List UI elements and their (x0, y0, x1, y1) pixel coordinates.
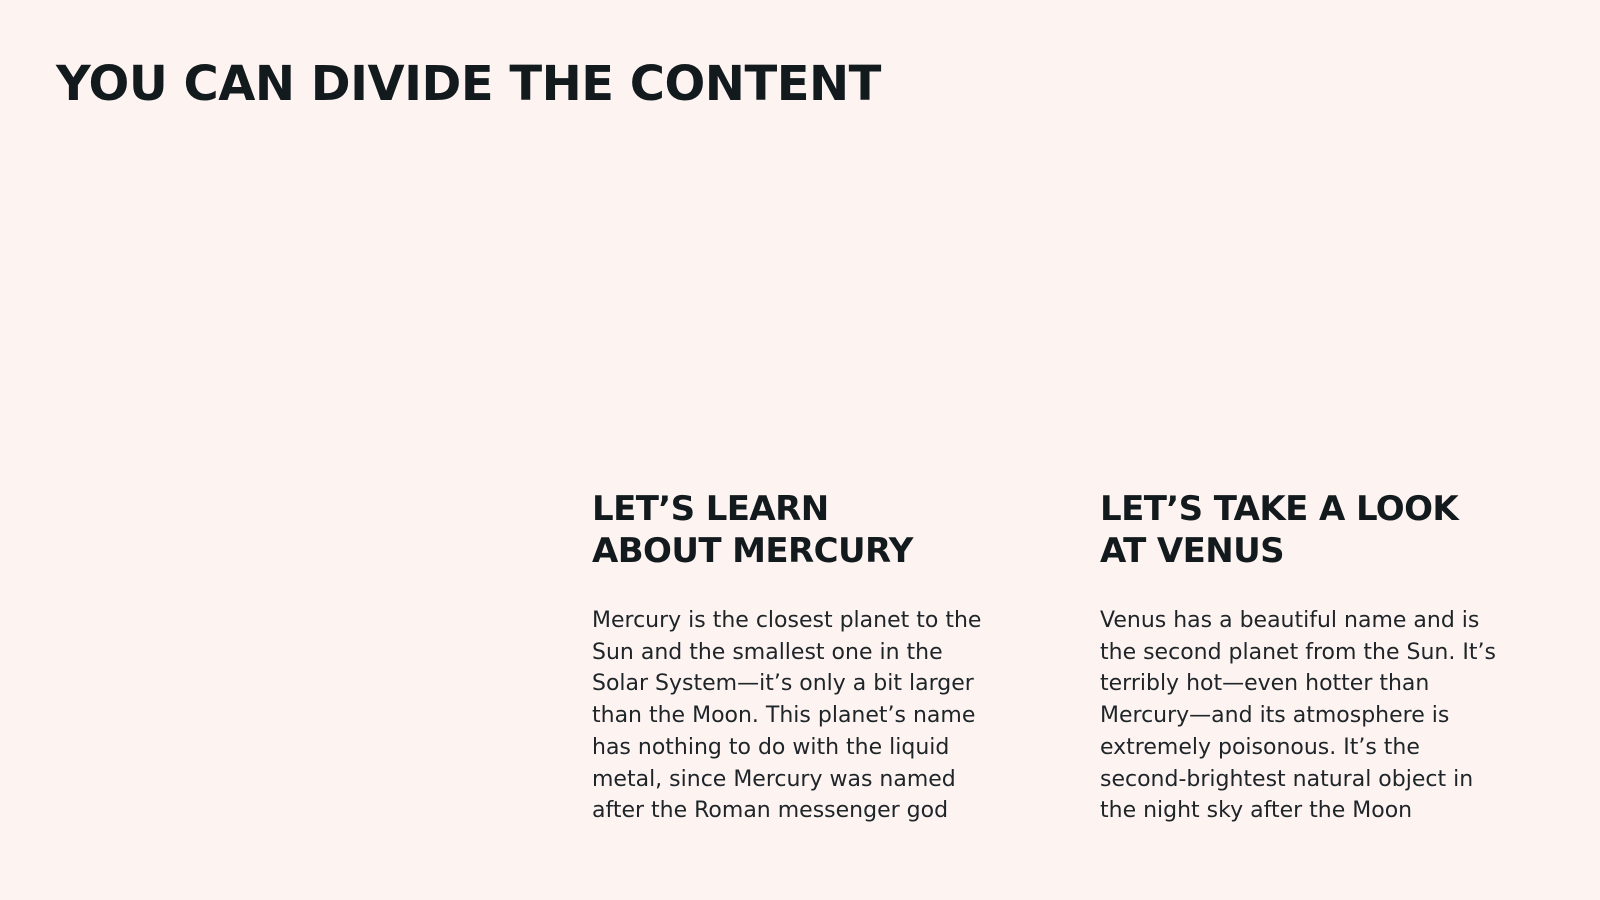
mercury-description-line: has nothing to do with the liquid (592, 734, 950, 760)
mercury-description-line: after the Roman messenger god (592, 798, 949, 824)
mercury-description (592, 605, 1032, 827)
venus-description-line: Mercury—and its atmosphere is (1100, 703, 1450, 729)
mercury-description-line: Mercury is the closest planet to the (592, 608, 982, 633)
venus-description-line: terribly hot—even hotter than (1100, 671, 1430, 697)
mercury-description-line: Sun and the smallest one in the (592, 639, 943, 665)
mercury-description-line: Solar System—it’s only a bit larger (592, 671, 974, 697)
venus-description-line: second-brightest natural object in (1100, 766, 1474, 792)
venus-description (1100, 605, 1540, 827)
venus-heading (1100, 488, 1540, 572)
venus-column (1100, 488, 1540, 827)
mercury-column (592, 488, 1032, 827)
venus-description-line: the second planet from the Sun. It’s (1100, 639, 1496, 665)
page-title: YOU CAN DIVIDE THE CONTENT (56, 56, 881, 112)
mercury-description-line: metal, since Mercury was named (592, 766, 956, 792)
venus-heading-line: LET’S TAKE A LOOK (1100, 489, 1459, 529)
mercury-heading (592, 488, 1032, 572)
mercury-heading-line: ABOUT MERCURY (592, 531, 913, 571)
mercury-description-line: than the Moon. This planet’s name (592, 703, 976, 729)
venus-description-line: Venus has a beautiful name and is (1100, 608, 1480, 633)
venus-heading-line: AT VENUS (1100, 531, 1284, 571)
venus-description-line: the night sky after the Moon (1100, 798, 1413, 824)
mercury-heading-line: LET’S LEARN (592, 489, 829, 529)
venus-description-line: extremely poisonous. It’s the (1100, 734, 1420, 760)
